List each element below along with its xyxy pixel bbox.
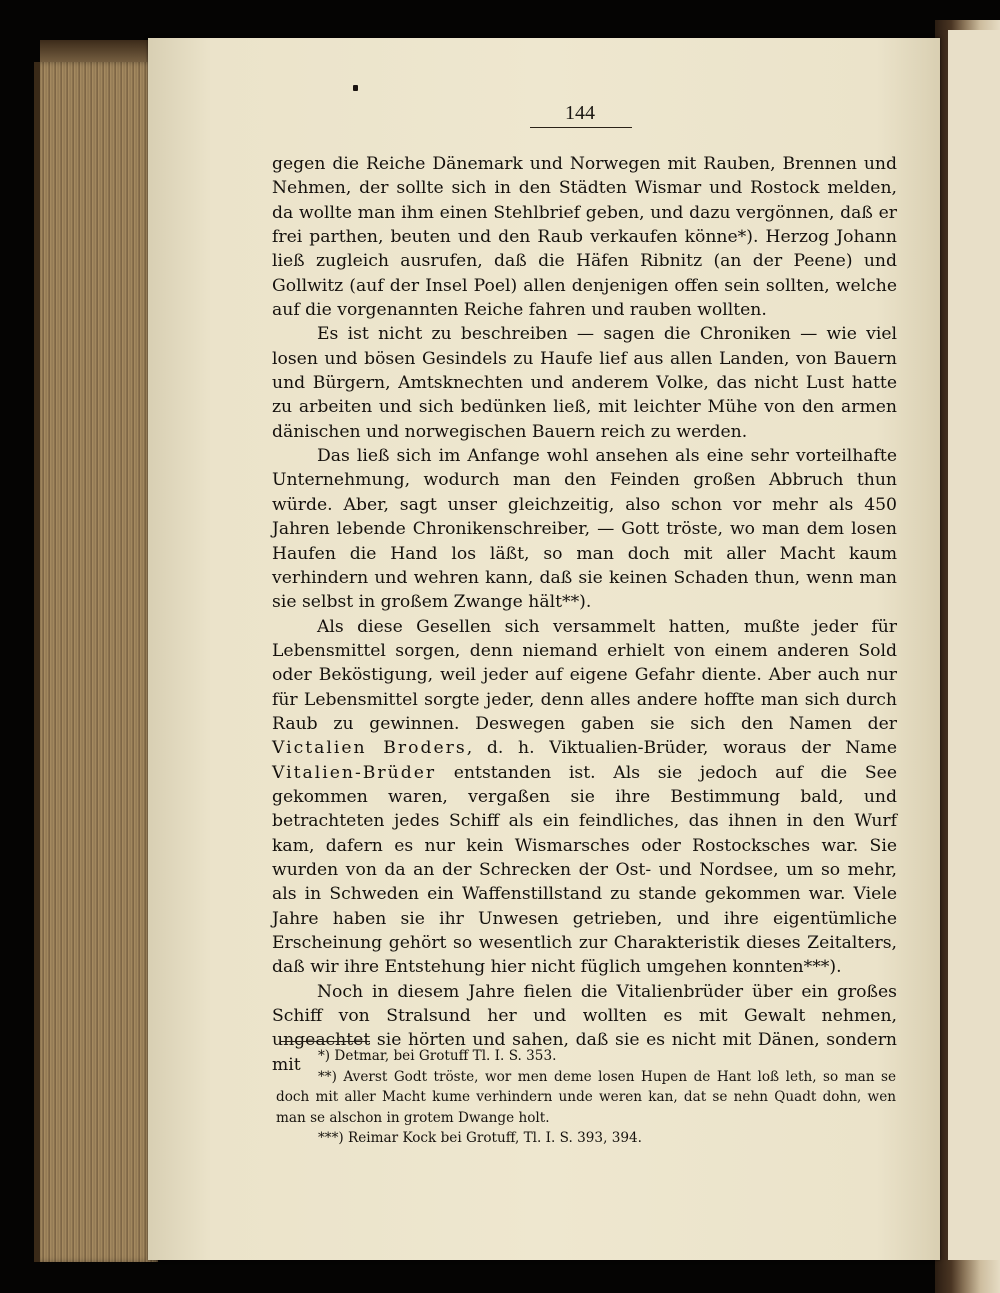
header-rule [530,127,632,128]
paragraph-3: Das ließ sich im Anfange wohl ansehen als eine sehr vorteilhafte Unternehmung, wodurch man den Feinden großen Abbruch thun würde. Aber, sagt unser gleichzeitig, also schon vor mehr als 450 Jahren lebende Chronikenschreiber, — Gott tröste, wo man dem losen Haufen die Hand los läßt, so man doch mit aller Macht kaum verhindern und wehren kann, daß sie keinen Schaden thun, wenn man sie selbst in großem Zwange hält**). [272,446,897,613]
footnote-1: *) Detmar, bei Grotuff Tl. I. S. 353. [318,1048,557,1064]
emphasis-victalien-broders: Victalien Broders [272,738,467,759]
page-number: 144 [565,102,595,124]
page-stack-top [40,40,152,64]
page-stack-edges [34,62,158,1262]
footnote-2: **) Averst Godt tröste, wor men deme losen Hupen de Hant loß leth, so man se doch mit aller Macht kume verhindern unde weren kan, dat se nehn Quadt dohn, wen man se alschon in grotem Dwange holt. [276,1068,896,1126]
paragraph-4-part-2: , d. h. Viktualien-Brüder, woraus der Name [466,738,897,759]
paragraph-4-part-1: Als diese Gesellen sich versammelt hatten, mußte jeder für Lebensmittel sorgen, denn niemand erhielt von einem anderen Sold oder Beköstigung, weil jeder auf eigene Gefahr diente. Aber auch nur für Lebensmittel sorgte jeder, denn alles andere hoffte man sich durch Raub zu gewinnen. Deswegen gaben sie sich den Namen der [272,616,897,734]
paragraph-1: gegen die Reiche Dänemark und Norwegen mit Rauben, Brennen und Nehmen, der sollte sich in den Städten Wismar und Rostock melden, da wollte man ihm einen Stehlbrief geben, und dazu vergönnen, daß er frei parthen, beuten und den Raub verkaufen könne*). Herzog Johann ließ zugleich ausrufen, daß die Häfen Ribnitz (an der Peene) und Gollwitz (auf der Insel Poel) allen denjenigen offen sein sollten, welche auf die vorgenannten Reiche fahren und rauben wollten. [272,154,897,321]
ink-speck [353,85,358,91]
paragraph-5: Noch in diesem Jahre fielen die Vitalienbrüder über ein großes Schiff von Stralsund her und wollten es mit Gewalt nehmen, ungeachtet sie hörten und sahen, daß sie es nicht mit Dänen, sondern mit [272,981,897,1075]
emphasis-vitalien-brueder: Vitalien-Brüder [272,762,437,783]
paragraph-2: Es ist nicht zu beschreiben — sagen die Chroniken — wie viel losen und bösen Gesindels zu Haufe lief aus allen Landen, von Bauern und Bürgern, Amtsknechten und anderem Volke, das nicht Lust hatte zu arbeiten und sich bedünken ließ, mit leichter Mühe von den armen dänischen und norwegischen Bauern reich zu werden. [272,324,897,442]
footnote-3: ***) Reimar Kock bei Grotuff, Tl. I. S. 393, 394. [318,1130,642,1146]
footnotes [276,1046,896,1149]
footnote-rule [280,1041,370,1042]
facing-page-edge [948,30,1000,1260]
paragraph-4-part-3: entstanden ist. Als sie jedoch auf die See gekommen waren, vergaßen sie ihre Bestimmung bald, und betrachteten jedes Schiff als ein feindliches, das ihnen in den Wurf kam, dafern es nur kein Wismarsches oder Rostocksches war. Sie wurden von da an der Schrecken der Ost- und Nordsee, um so mehr, als in Schweden ein Waffenstillstand zu stande gekommen war. Viele Jahre haben sie ihr Unwesen getrieben, und ihre eigentümliche Erscheinung gehört so wesentlich zur Charakteristik dieses Zeitalters, daß wir ihre Entstehung hier nicht füglich umgehen konnten***). [272,762,897,978]
body-text [272,152,897,1077]
paragraph-4 [272,615,897,980]
